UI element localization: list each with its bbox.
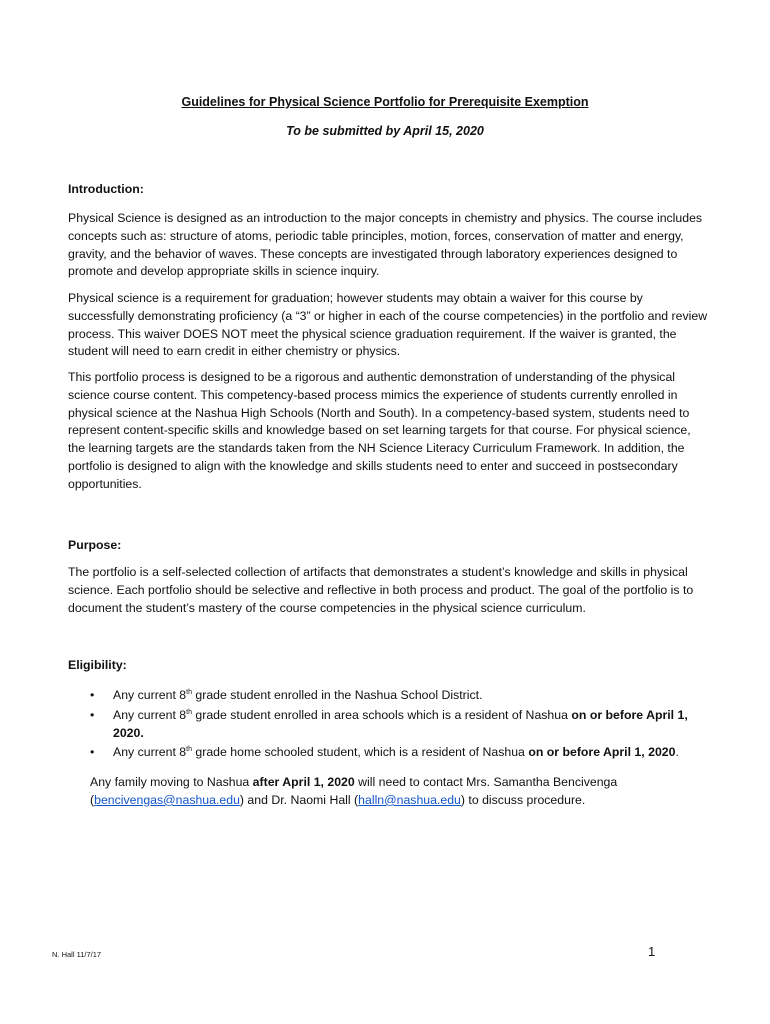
introduction-paragraph-2 (68, 290, 708, 361)
paragraph-text: The portfolio is a self-selected collection of artifacts that demonstrates a student’s knowledge and skills in physical science. Each portfolio should be selective and reflective in both process and product. The goal of the portfolio is to document the student’s mastery of the course competencies in the physical science curriculum. (68, 565, 694, 615)
note-part: will need to contact Mrs. Samantha Bencivenga ( (90, 775, 618, 807)
bullet-text: grade home schooled student, which is a resident of Nashua (191, 745, 529, 760)
paragraph-text: Physical Science is designed as an introduction to the major concepts in chemistry and physics. The course includes concepts such as: structure of atoms, periodic table principles, motion, forces, conservation of matter and energy, gravity, and the behavior of waves. These concepts are investigated through laboratory experiences designed to promote and develop appropriate skills in science inquiry. (68, 211, 703, 279)
note-part: Any family moving to Nashua (90, 775, 253, 789)
bullet-text: grade student enrolled in the Nashua School District. (191, 688, 483, 702)
bullet-icon: • (90, 688, 95, 702)
purpose-paragraph (68, 564, 708, 617)
email-link-hall[interactable]: halln@nashua.edu (358, 792, 461, 807)
submission-deadline: To be submitted by April 15, 2020 (286, 124, 484, 138)
eligibility-list (68, 687, 718, 764)
bullet-text: Any current 8 (113, 688, 187, 702)
introduction-paragraph-3 (68, 369, 708, 494)
purpose-section (68, 537, 708, 555)
ordinal-suffix: th (186, 688, 192, 696)
eligibility-heading: Eligibility: (68, 658, 127, 672)
eligibility-note (90, 774, 710, 810)
paragraph-text: Physical science is a requirement for graduation; however students may obtain a waiver for this course by successfully demonstrating proficiency (a “3” or higher in each of the course competencies) in the portfolio and review process. This waiver DOES NOT meet the physical science graduation requirement. If the waiver is granted, the student will need to earn credit in either chemistry or physics. (68, 291, 708, 359)
email-link-bencivenga[interactable]: bencivengas@nashua.edu (94, 792, 240, 807)
purpose-heading: Purpose: (68, 538, 122, 552)
ordinal-suffix: th (186, 708, 192, 716)
note-part: ) to discuss procedure. (460, 792, 586, 807)
note-text (90, 774, 710, 810)
note-part: ) and Dr. Naomi Hall ( (239, 792, 359, 807)
footer-author-date: N. Hall 11/7/17 (52, 950, 102, 959)
list-item (68, 707, 718, 743)
bullet-icon: • (90, 707, 95, 722)
introduction-section (68, 181, 708, 199)
bullet-text: . (675, 745, 679, 760)
bullet-emphasis: on or before April 1, 2020 (528, 745, 676, 760)
bullet-text: grade student enrolled in area schools which is a resident of Nashua (191, 707, 572, 722)
bullet-text: Any current 8 (113, 707, 187, 722)
introduction-heading: Introduction: (68, 182, 144, 196)
eligibility-section (68, 657, 708, 675)
list-item (68, 687, 718, 705)
page-number: 1 (648, 944, 656, 959)
document-title: Guidelines for Physical Science Portfolio for Prerequisite Exemption (181, 95, 589, 109)
bullet-icon: • (90, 745, 95, 760)
bullet-text: Any current 8 (113, 745, 187, 760)
paragraph-text: This portfolio process is designed to be a rigorous and authentic demonstration of understanding of the physical science course content. This competency-based process mimics the experience of students currently enrolled in physical science at the Nashua High Schools (North and South). In a competency-based system, students need to represent content-specific skills and knowledge based on set learning targets for that course. For physical science, the learning targets are the standards taken from the NH Science Literacy Curriculum Framework. In addition, the portfolio is designed to align with the knowledge and skills students need to enter and succeed in postsecondary opportunities. (68, 370, 691, 491)
list-item (68, 744, 718, 762)
bullet-emphasis: on or before April 1, 2020. (113, 707, 688, 740)
introduction-paragraph-1 (68, 210, 708, 281)
note-emphasis: after April 1, 2020 (252, 775, 355, 789)
ordinal-suffix: th (186, 746, 192, 754)
